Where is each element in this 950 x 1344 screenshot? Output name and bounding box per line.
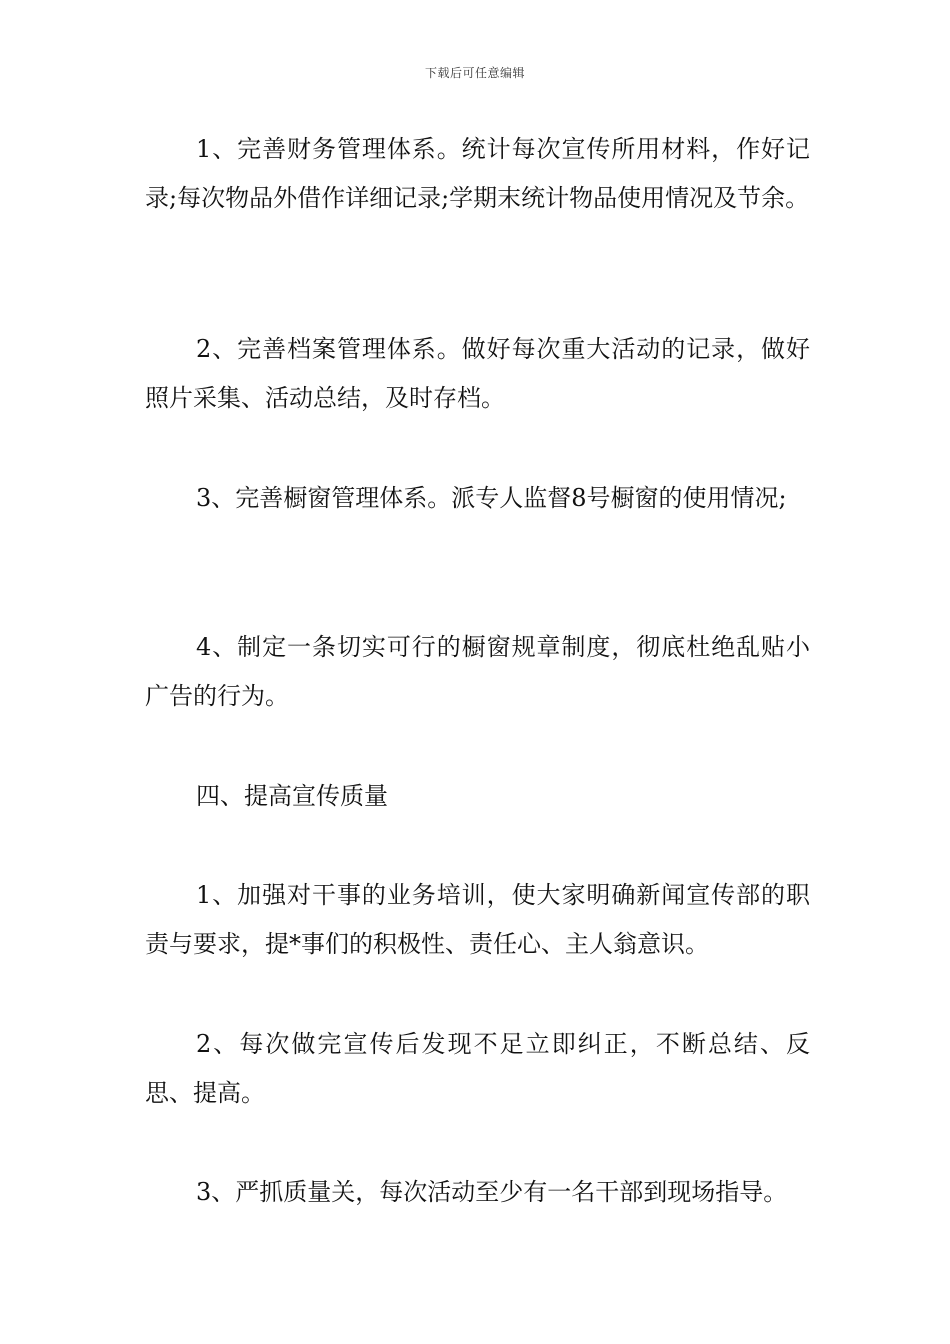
section-heading-quality: 四、提高宣传质量 bbox=[196, 782, 388, 810]
paragraph-archive-management: 2、完善档案管理体系。做好每次重大活动的记录，做好照片采集、活动总结，及时存档。 bbox=[145, 335, 810, 412]
paragraph-window-rules: 4、制定一条切实可行的橱窗规章制度，彻底杜绝乱贴小广告的行为。 bbox=[145, 633, 810, 710]
page-header: 下载后可任意编辑 bbox=[424, 66, 525, 80]
paragraph-quality-control: 3、严抓质量关，每次活动至少有一名干部到现场指导。 bbox=[196, 1178, 788, 1206]
paragraph-correction-review: 2、每次做完宣传后发现不足立即纠正，不断总结、反思、提高。 bbox=[145, 1030, 810, 1107]
paragraph-staff-training: 1、加强对干事的业务培训，使大家明确新闻宣传部的职责与要求，提*事们的积极性、责任心、主人翁意识。 bbox=[145, 881, 810, 958]
paragraph-window-management: 3、完善橱窗管理体系。派专人监督8号橱窗的使用情况; bbox=[196, 484, 787, 512]
paragraph-finance-management: 1、完善财务管理体系。统计每次宣传所用材料，作好记录;每次物品外借作详细记录;学期末统计物品使用情况及节余。 bbox=[145, 135, 810, 212]
